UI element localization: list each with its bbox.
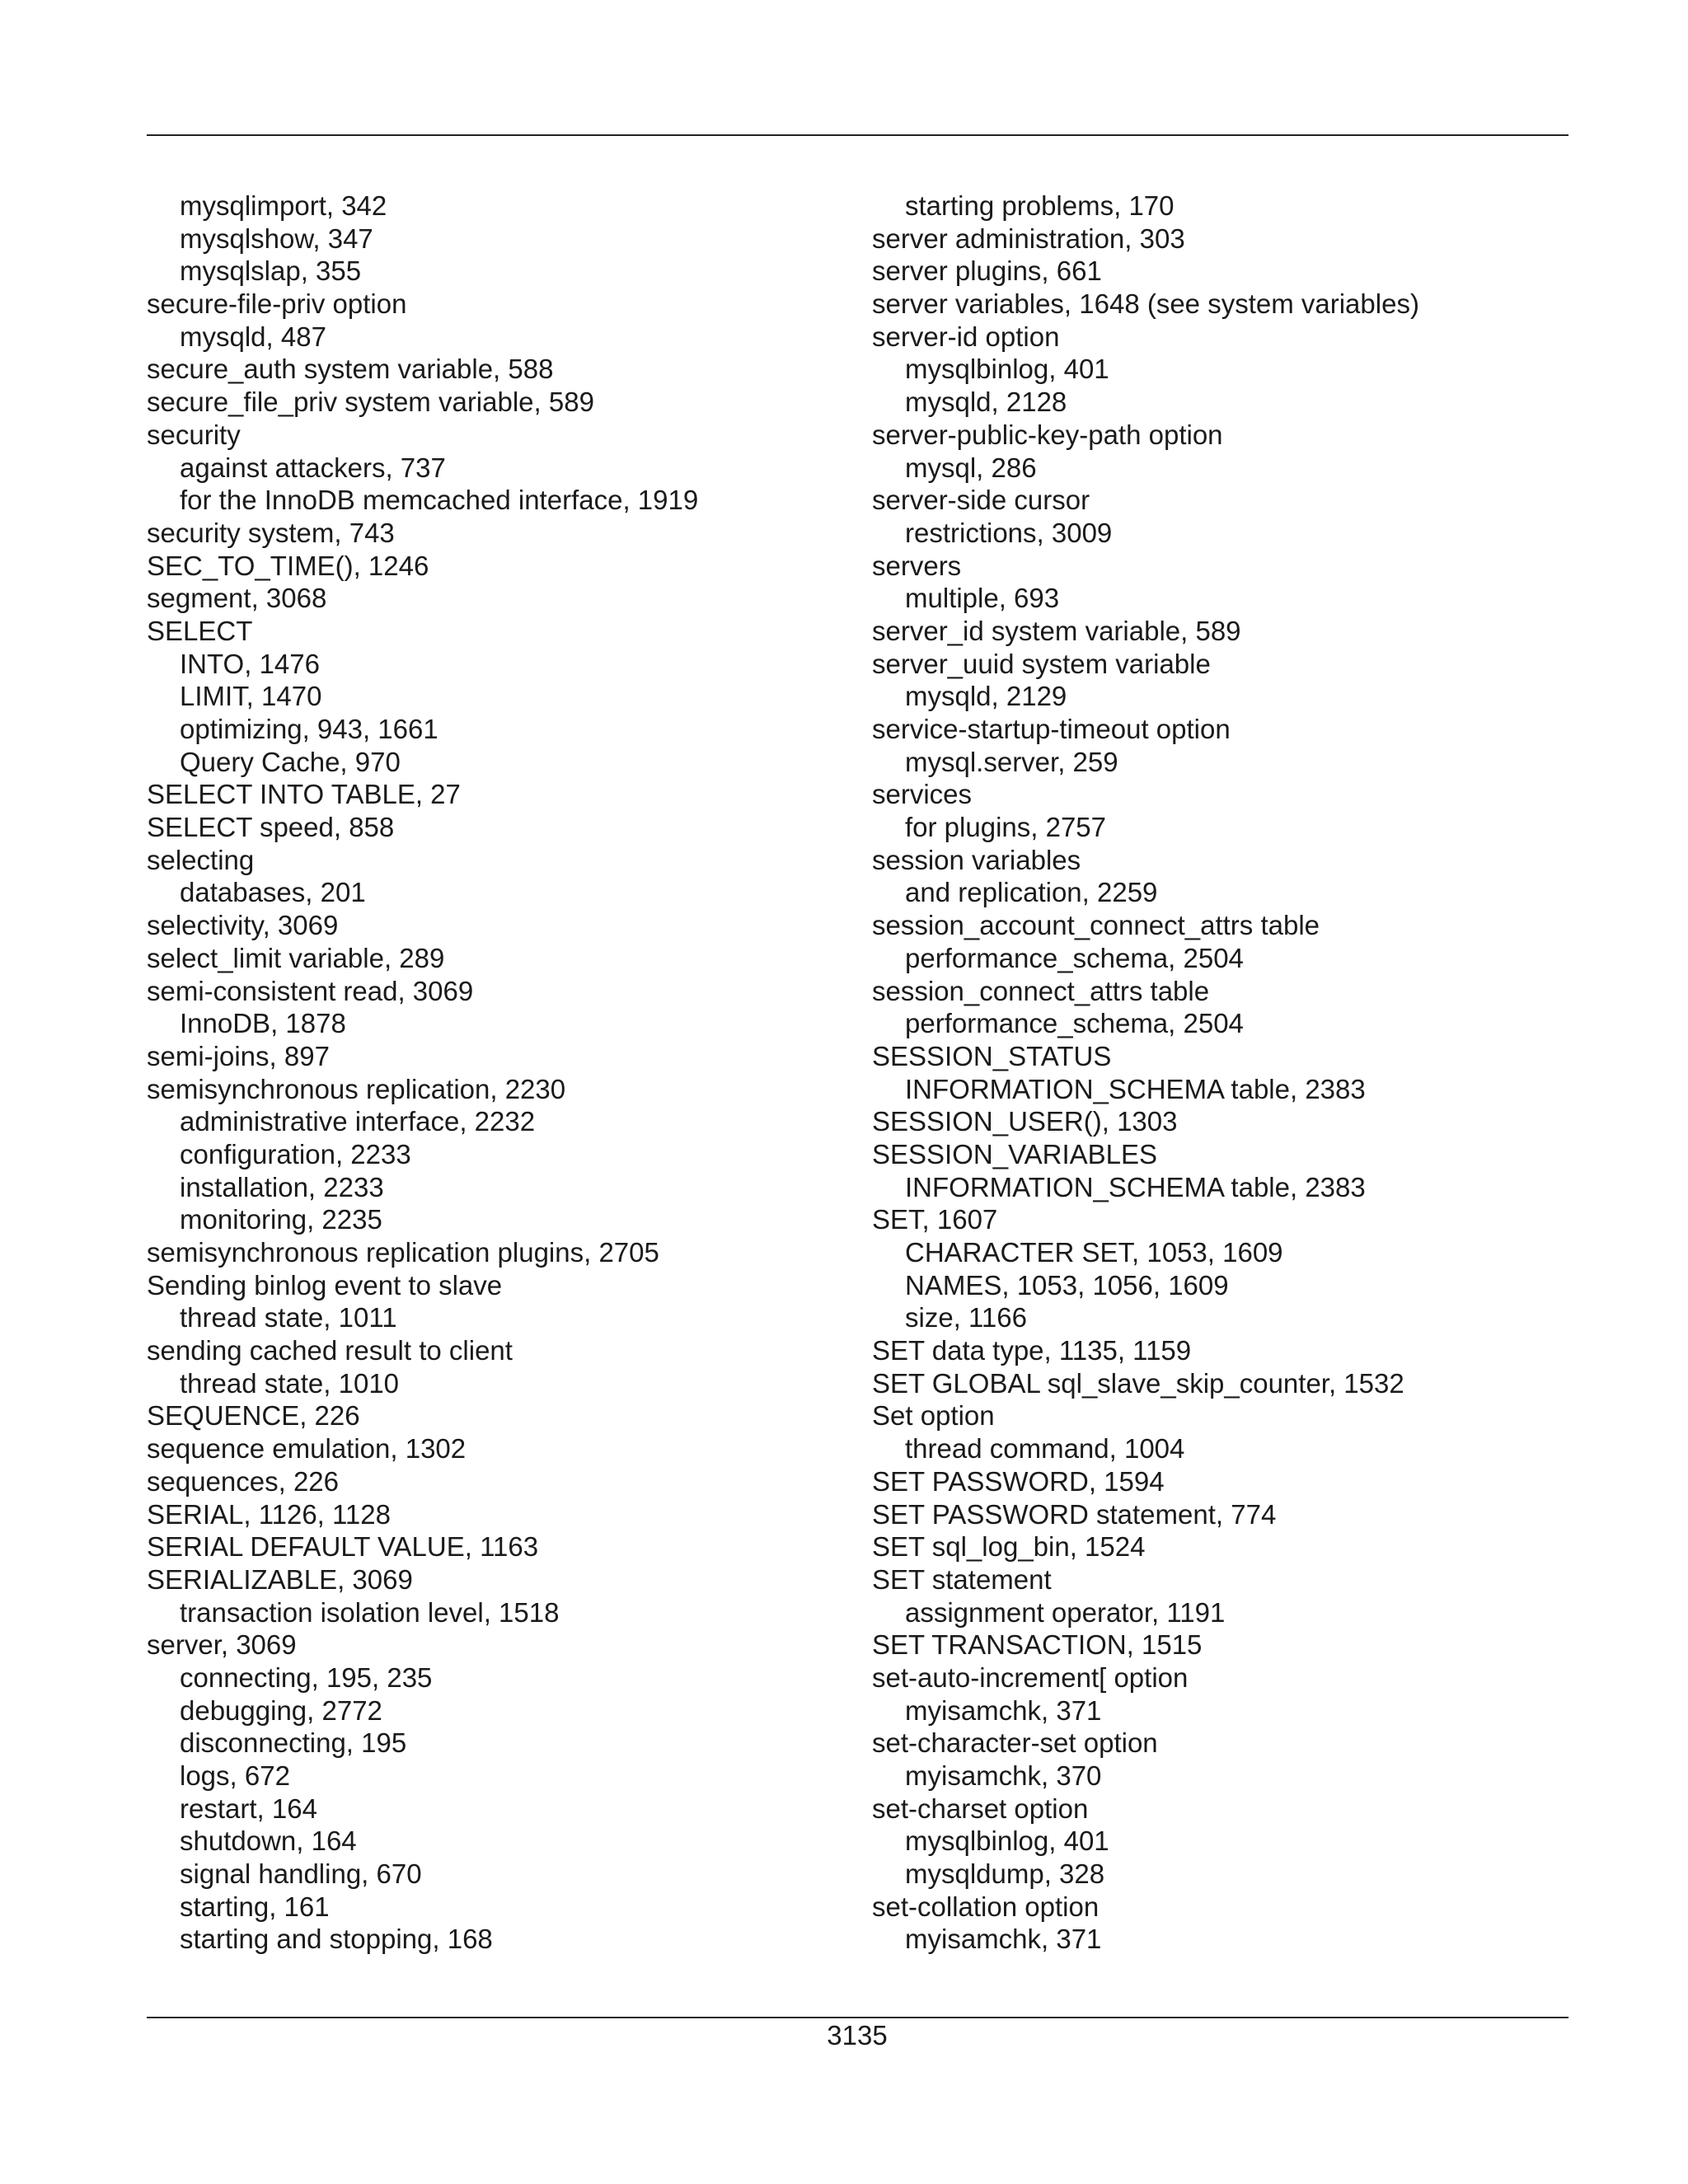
index-entry: session variables xyxy=(872,844,1081,875)
index-entry: server plugins, 661 xyxy=(872,255,1102,287)
index-entry: secure-file-priv option xyxy=(147,288,407,320)
index-subentry: installation, 2233 xyxy=(180,1171,384,1202)
index-entry: SELECT xyxy=(147,615,253,646)
index-subentry: optimizing, 943, 1661 xyxy=(180,714,438,744)
index-entry: set-charset option xyxy=(872,1793,1089,1824)
index-entry: session_connect_attrs table xyxy=(872,975,1210,1006)
index-subentry: administrative interface, 2232 xyxy=(180,1106,536,1137)
index-subentry: Query Cache, 970 xyxy=(180,746,401,777)
index-entry: server-public-key-path option xyxy=(872,419,1223,450)
index-subentry: mysqldump, 328 xyxy=(905,1858,1105,1890)
index-entry: sequence emulation, 1302 xyxy=(147,1433,467,1465)
index-subentry: mysqlbinlog, 401 xyxy=(905,1825,1109,1857)
index-subentry: CHARACTER SET, 1053, 1609 xyxy=(905,1237,1283,1268)
index-entry: Set option xyxy=(872,1400,995,1432)
index-entry: SERIAL DEFAULT VALUE, 1163 xyxy=(147,1531,539,1563)
index-subentry: starting, 161 xyxy=(180,1891,330,1922)
index-subentry: against attackers, 737 xyxy=(180,452,446,483)
index-subentry: and replication, 2259 xyxy=(905,877,1158,908)
index-entry: SELECT INTO TABLE, 27 xyxy=(147,779,461,810)
index-entry: Sending binlog event to slave xyxy=(147,1269,503,1301)
index-subentry: assignment operator, 1191 xyxy=(905,1596,1226,1628)
index-subentry: configuration, 2233 xyxy=(180,1138,411,1169)
index-entry: service-startup-timeout option xyxy=(872,714,1231,744)
index-subentry: mysqld, 487 xyxy=(180,321,326,352)
index-entry: set-auto-increment[ option xyxy=(872,1661,1189,1693)
index-entry: SET, 1607 xyxy=(872,1204,998,1235)
index-entry: semisynchronous replication, 2230 xyxy=(147,1073,566,1104)
index-subentry: size, 1166 xyxy=(905,1302,1027,1333)
index-subentry: myisamchk, 371 xyxy=(905,1694,1102,1726)
index-subentry: INFORMATION_SCHEMA table, 2383 xyxy=(905,1171,1366,1202)
index-entry: select_limit variable, 289 xyxy=(147,942,445,973)
index-subentry: restrictions, 3009 xyxy=(905,517,1113,548)
index-subentry: mysqlbinlog, 401 xyxy=(905,354,1109,385)
index-entry: server-side cursor xyxy=(872,485,1090,516)
index-subentry: shutdown, 164 xyxy=(180,1825,357,1857)
index-entry: secure_file_priv system variable, 589 xyxy=(147,387,594,418)
index-entry: secure_auth system variable, 588 xyxy=(147,354,554,385)
index-subentry: logs, 672 xyxy=(180,1760,290,1791)
index-subentry: mysql, 286 xyxy=(905,452,1037,483)
index-subentry: starting problems, 170 xyxy=(905,190,1175,221)
index-subentry: NAMES, 1053, 1056, 1609 xyxy=(905,1269,1229,1301)
index-column-left xyxy=(147,190,856,1956)
index-entry: sequences, 226 xyxy=(147,1465,340,1497)
index-subentry: restart, 164 xyxy=(180,1793,317,1824)
index-subentry: performance_schema, 2504 xyxy=(905,1008,1244,1039)
index-subentry: mysqlimport, 342 xyxy=(180,190,387,221)
index-entry: security system, 743 xyxy=(147,517,395,548)
index-column-right xyxy=(872,190,1581,1956)
index-entry: selectivity, 3069 xyxy=(147,910,339,941)
index-entry: SESSION_USER(), 1303 xyxy=(872,1106,1178,1137)
index-subentry: multiple, 693 xyxy=(905,583,1060,614)
index-subentry: debugging, 2772 xyxy=(180,1694,382,1726)
index-subentry: mysql.server, 259 xyxy=(905,746,1118,777)
index-entry: services xyxy=(872,779,973,810)
index-entry: SELECT speed, 858 xyxy=(147,812,395,843)
index-subentry: INFORMATION_SCHEMA table, 2383 xyxy=(905,1073,1366,1104)
index-entry: semi-joins, 897 xyxy=(147,1040,330,1071)
index-subentry: databases, 201 xyxy=(180,877,366,908)
index-entry: semi-consistent read, 3069 xyxy=(147,975,474,1006)
index-entry: set-collation option xyxy=(872,1891,1100,1922)
index-subentry: mysqld, 2129 xyxy=(905,681,1067,712)
index-subentry: INTO, 1476 xyxy=(180,648,320,679)
index-entry: segment, 3068 xyxy=(147,583,327,614)
index-entry: set-character-set option xyxy=(872,1727,1158,1759)
index-entry: server, 3069 xyxy=(147,1629,297,1661)
index-entry: session_account_connect_attrs table xyxy=(872,910,1320,941)
index-entry: SESSION_STATUS xyxy=(872,1040,1112,1071)
index-subentry: mysqlshow, 347 xyxy=(180,223,373,254)
index-subentry: monitoring, 2235 xyxy=(180,1204,382,1235)
index-subentry: LIMIT, 1470 xyxy=(180,681,322,712)
index-entry: server administration, 303 xyxy=(872,223,1185,254)
index-entry: SET PASSWORD, 1594 xyxy=(872,1465,1165,1497)
index-subentry: for the InnoDB memcached interface, 1919 xyxy=(180,485,699,516)
index-subentry: performance_schema, 2504 xyxy=(905,942,1244,973)
index-entry: SERIAL, 1126, 1128 xyxy=(147,1498,391,1530)
index-subentry: for plugins, 2757 xyxy=(905,812,1107,843)
index-entry: semisynchronous replication plugins, 2705 xyxy=(147,1237,659,1268)
index-subentry: myisamchk, 370 xyxy=(905,1760,1102,1791)
index-subentry: signal handling, 670 xyxy=(180,1858,422,1890)
index-subentry: transaction isolation level, 1518 xyxy=(180,1596,560,1628)
index-entry: SET TRANSACTION, 1515 xyxy=(872,1629,1203,1661)
index-subentry: thread command, 1004 xyxy=(905,1433,1185,1465)
index-entry: SET data type, 1135, 1159 xyxy=(872,1335,1192,1366)
index-entry: SEC_TO_TIME(), 1246 xyxy=(147,550,429,581)
index-entry: SET GLOBAL sql_slave_skip_counter, 1532 xyxy=(872,1367,1404,1399)
index-entry: selecting xyxy=(147,844,255,875)
index-subentry: InnoDB, 1878 xyxy=(180,1008,346,1039)
index-subentry: myisamchk, 371 xyxy=(905,1924,1102,1955)
index-subentry: connecting, 195, 235 xyxy=(180,1661,433,1693)
footer-rule xyxy=(147,2017,1568,2018)
index-entry: SET PASSWORD statement, 774 xyxy=(872,1498,1277,1530)
header-rule xyxy=(147,134,1568,136)
index-entry: server_uuid system variable xyxy=(872,648,1211,679)
index-entry: SESSION_VARIABLES xyxy=(872,1138,1158,1169)
index-entry: servers xyxy=(872,550,962,581)
index-subentry: starting and stopping, 168 xyxy=(180,1924,493,1955)
index-entry: SEQUENCE, 226 xyxy=(147,1400,360,1432)
index-entry: server_id system variable, 589 xyxy=(872,615,1241,646)
index-subentry: mysqld, 2128 xyxy=(905,387,1067,418)
index-entry: security xyxy=(147,419,241,450)
index-subentry: thread state, 1011 xyxy=(180,1302,397,1333)
page-number: 3135 xyxy=(827,2020,888,2050)
index-subentry: disconnecting, 195 xyxy=(180,1727,407,1759)
index-subentry: mysqlslap, 355 xyxy=(180,255,362,287)
index-subentry: thread state, 1010 xyxy=(180,1367,400,1399)
index-entry: server variables, 1648 (see system variables) xyxy=(872,288,1419,320)
index-entry: SET statement xyxy=(872,1563,1052,1595)
index-entry: server-id option xyxy=(872,321,1060,352)
index-entry: sending cached result to client xyxy=(147,1335,513,1366)
index-entry: SERIALIZABLE, 3069 xyxy=(147,1563,413,1595)
index-entry: SET sql_log_bin, 1524 xyxy=(872,1531,1146,1563)
